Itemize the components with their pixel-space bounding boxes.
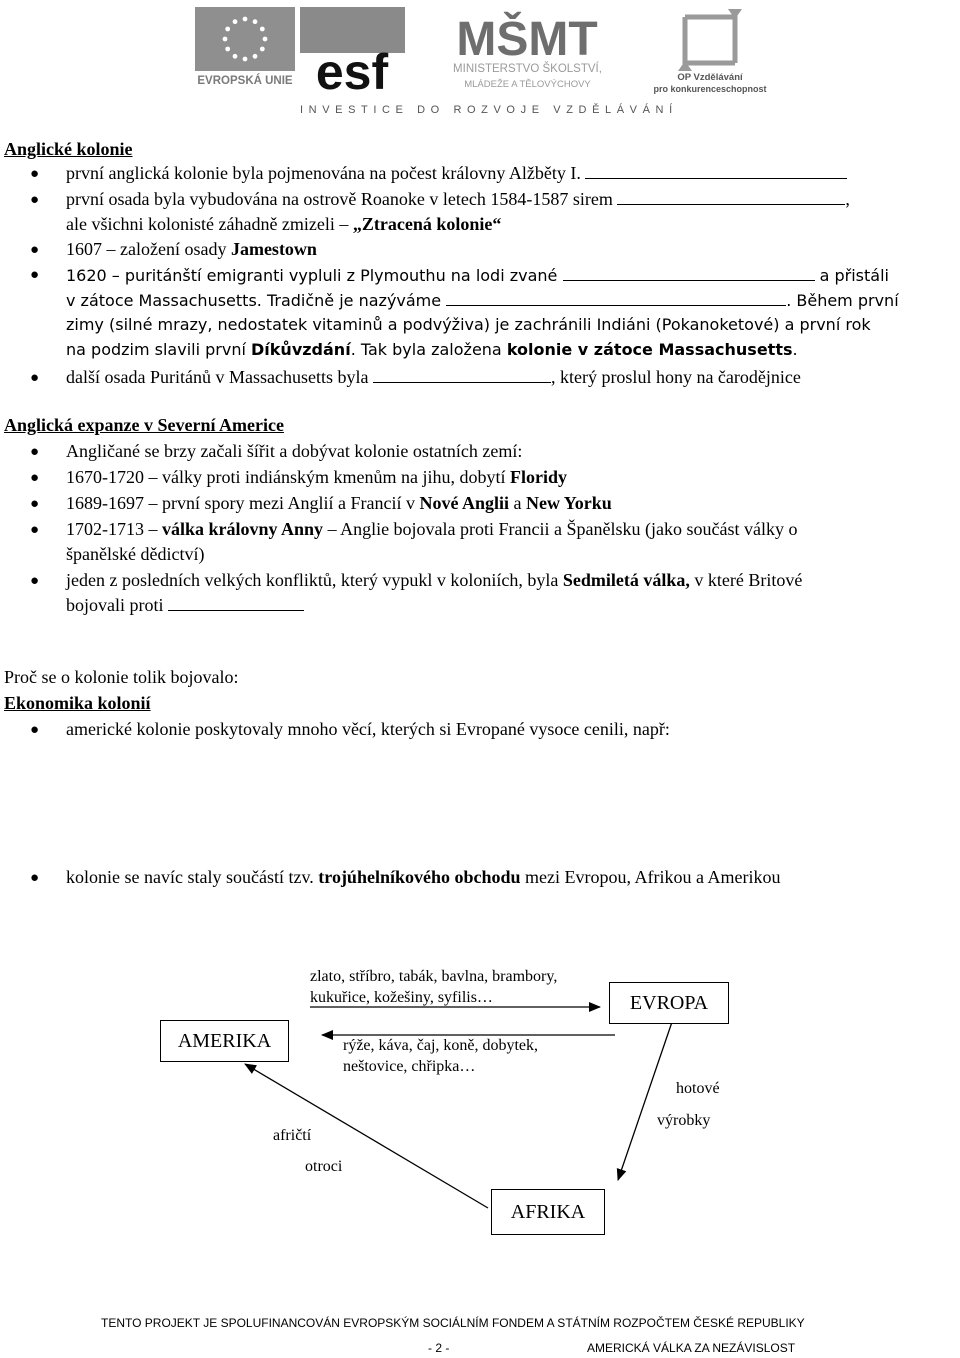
msmt-logo	[440, 5, 615, 105]
list-item-continuation: zimy (silné mrazy, nedostatek vitaminů a podvýživa) je zachránili Indiáni (Pokanoketové) a první rok	[66, 315, 871, 334]
answer-blank	[585, 162, 847, 179]
bullet-icon: ●	[30, 242, 40, 258]
list-item: americké kolonie poskytovaly mnoho věcí, kterých si Evropané vysoce cenili, např:	[66, 719, 670, 739]
msmt-name-line2: MLÁDEŽE A TĚLOVÝCHOVY	[464, 79, 591, 90]
label-otroci: otroci	[305, 1158, 343, 1175]
list-item-continuation: bojovali proti	[66, 594, 304, 616]
eu-flag-icon	[195, 7, 295, 71]
bullet-icon: ●	[30, 573, 40, 589]
section-title-colonies: Anglické kolonie	[4, 139, 133, 159]
footer-document-title: AMERICKÁ VÁLKA ZA NEZÁVISLOST	[587, 1341, 796, 1355]
op-name-line1: OP Vzdělávání	[677, 72, 743, 83]
label-hotove: hotové	[676, 1080, 720, 1097]
list-item: 1620 – puritánští emigranti vypluli z Plymouthu na lodi zvané a přistáli	[66, 266, 889, 285]
list-item-continuation: ale všichni kolonisté záhadně zmizeli – „Ztracená kolonie“	[66, 214, 502, 234]
footer-page-number: - 2 -	[428, 1341, 450, 1355]
bullet-icon: ●	[30, 722, 40, 738]
bullet-icon: ●	[30, 522, 40, 538]
label-vyrobky: výrobky	[657, 1112, 711, 1129]
label-africti: afričtí	[273, 1127, 312, 1144]
eu-logo	[195, 7, 295, 92]
box-amerika: AMERIKA	[160, 1020, 289, 1062]
goods-to-europe-line1: zlato, stříbro, tabák, bavlna, brambory,	[310, 968, 558, 985]
list-item: Angličané se brzy začali šířit a dobývat kolonie ostatních zemí:	[66, 441, 523, 461]
list-item-continuation: v zátoce Massachusetts. Tradičně je nazýváme . Během první	[66, 291, 899, 310]
bullet-icon: ●	[30, 470, 40, 486]
esf-logo	[300, 7, 405, 95]
list-item: 1689-1697 – první spory mezi Anglií a Francií v Nové Anglii a New Yorku	[66, 493, 612, 513]
bullet-icon: ●	[30, 496, 40, 512]
list-item-continuation: na podzim slavili první Díkůvzdání. Tak byla založena kolonie v zátoce Massachusetts.	[66, 340, 798, 359]
bullet-icon: ●	[30, 267, 40, 283]
list-item: kolonie se navíc staly součástí tzv. trojúhelníkového obchodu mezi Evropou, Afrikou a Amerikou	[66, 867, 781, 887]
goods-to-america-line1: rýže, káva, čaj, koně, dobytek,	[343, 1037, 539, 1054]
list-item: 1607 – založení osady Jamestown	[66, 239, 317, 259]
msmt-logo-text: MŠMT	[456, 13, 598, 63]
eu-caption: EVROPSKÁ UNIE	[197, 75, 293, 87]
answer-blank	[617, 188, 845, 205]
esf-logo-text: esf	[315, 44, 389, 95]
section-question: Proč se o kolonie tolik bojovalo:	[4, 667, 239, 687]
answer-blank	[373, 366, 551, 383]
list-item: 1670-1720 – války proti indiánským kmenům na jihu, dobytí Floridy	[66, 467, 567, 487]
section-title-economy: Ekonomika kolonií	[4, 693, 151, 713]
list-item: 1702-1713 – válka královny Anny – Anglie bojovala proti Francii a Španělsku (jako součást války o	[66, 519, 798, 539]
footer-funding-note: TENTO PROJEKT JE SPOLUFINANCOVÁN EVROPSKÝM SOCIÁLNÍM FONDEM A STÁTNÍM ROZPOČTEM ČESKÉ REPUBLIKY	[101, 1316, 805, 1330]
list-item: první anglická kolonie byla pojmenována na počest královny Alžběty I.	[66, 162, 847, 184]
answer-blank	[168, 594, 304, 611]
header-logos	[0, 0, 960, 130]
msmt-name-line1: MINISTERSTVO ŠKOLSTVÍ,	[453, 63, 602, 75]
goods-to-europe-line2: kukuřice, kožešiny, syfilis…	[310, 989, 493, 1006]
box-evropa: EVROPA	[609, 982, 729, 1024]
list-item-continuation: španělské dědictví)	[66, 544, 205, 564]
section-title-expansion: Anglická expanze v Severní Americe	[4, 415, 284, 435]
arrow-to-africa	[618, 1022, 672, 1180]
bullet-icon: ●	[30, 870, 40, 886]
bullet-icon: ●	[30, 166, 40, 182]
bullet-icon: ●	[30, 444, 40, 460]
box-afrika: AFRIKA	[491, 1189, 605, 1235]
list-item: další osada Puritánů v Massachusetts byla , který proslul hony na čarodějnice	[66, 367, 801, 387]
op-name-line2: pro konkurenceschopnost	[653, 84, 767, 94]
answer-blank	[563, 264, 815, 281]
answer-blank	[446, 289, 786, 306]
header-tagline: INVESTICE DO ROZVOJE VZDĚLÁVÁNÍ	[300, 104, 678, 116]
goods-to-america-line2: neštovice, chřipka…	[343, 1058, 476, 1075]
list-item: jeden z posledních velkých konfliktů, který vypukl v koloniích, byla Sedmiletá válka, v které Britové	[66, 570, 803, 590]
list-item: první osada byla vybudována na ostrově Roanoke v letech 1584-1587 sirem ,	[66, 189, 850, 209]
bullet-icon: ●	[30, 192, 40, 208]
bullet-icon: ●	[30, 370, 40, 386]
op-vk-logo	[650, 5, 770, 100]
